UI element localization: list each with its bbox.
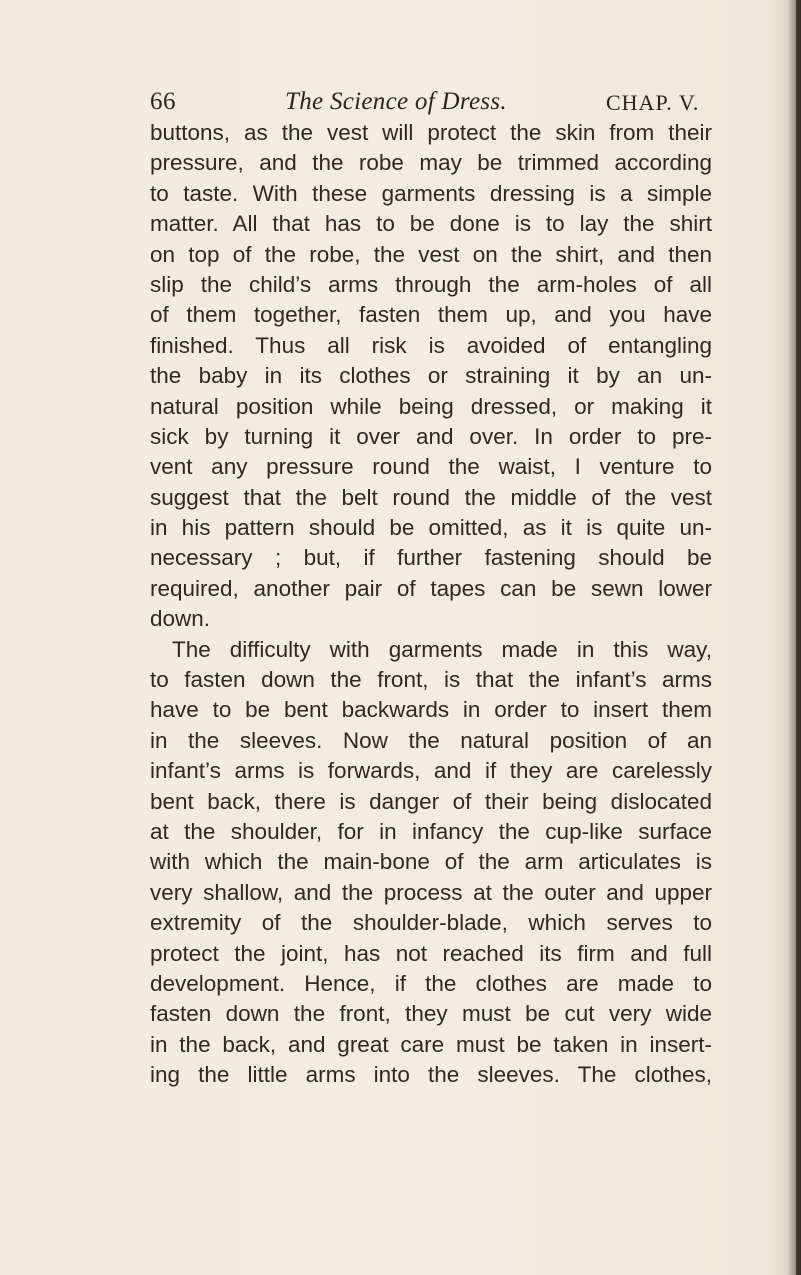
text-line: bent back, there is danger of their being dislocated [150,788,712,814]
text-line: infant’s arms is forwards, and if they are carelessly [150,758,712,784]
text-line: slip the child’s arms through the arm-holes of all [150,271,712,297]
text-line: finished. Thus all risk is avoided of entangling [150,332,712,358]
page-number: 66 [150,88,176,115]
text-line: vent any pressure round the waist, I venture to [150,454,712,480]
text-line: with which the main-bone of the arm articulates is [150,849,712,875]
text-line: development. Hence, if the clothes are made to [150,970,712,996]
text-line: the baby in its clothes or straining it by an un- [150,363,712,389]
text-line: of them together, fasten them up, and you have [150,302,712,328]
text-line: to fasten down the front, is that the infant’s arms [150,667,712,693]
text-line: very shallow, and the process at the outer and upper [150,879,712,905]
text-line: to taste. With these garments dressing is a simple [150,180,712,206]
page-edge [796,0,801,1275]
text-line: in the back, and great care must be taken in insert- [150,1031,712,1057]
running-title: The Science of Dress. [285,88,507,115]
text-line: in his pattern should be omitted, as it is quite un- [150,515,712,541]
text-line: buttons, as the vest will protect the skin from their [150,120,712,145]
text-line: pressure, and the robe may be trimmed according [150,150,712,176]
body-text [150,118,712,1091]
text-line: sick by turning it over and over. In order to pre- [150,423,712,449]
text-line: in the sleeves. Now the natural position of an [150,727,712,753]
text-line: on top of the robe, the vest on the shirt, and then [150,241,712,267]
chapter-label: CHAP. V. [606,90,700,115]
text-line: fasten down the front, they must be cut very wide [150,1001,712,1027]
text-line: down. [150,606,211,632]
text-line: protect the joint, has not reached its firm and full [150,940,712,966]
text-line: matter. All that has to be done is to lay the shirt [150,211,712,237]
text-line: at the shoulder, for in infancy the cup-like surface [150,818,712,844]
text-line: suggest that the belt round the middle of the vest [150,484,712,510]
text-line: extremity of the shoulder-blade, which serves to [150,910,712,936]
text-line: The difficulty with garments made in this way, [172,636,712,662]
text-line: ing the little arms into the sleeves. The clothes, [150,1062,712,1088]
text-line: natural position while being dressed, or making it [150,393,712,419]
text-line: necessary ; but, if further fastening should be [150,545,712,571]
text-line: have to be bent backwards in order to insert them [150,697,712,723]
text-line: required, another pair of tapes can be sewn lower [150,575,712,601]
